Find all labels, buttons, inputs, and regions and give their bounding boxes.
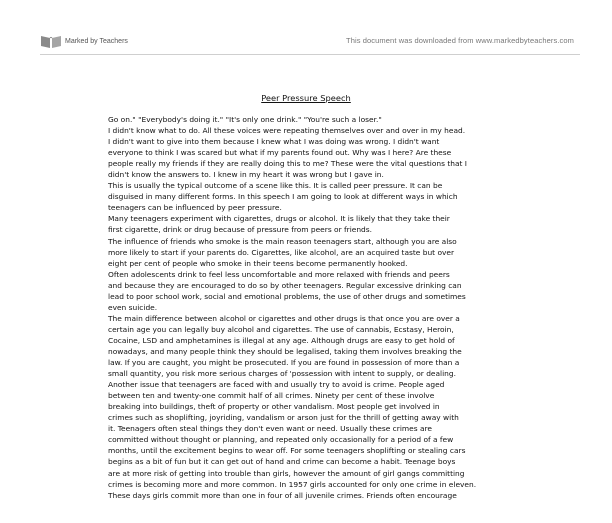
document-body [108,114,518,501]
text-line: Often adolescents drink to feel less uncomfortable and more relaxed with friends and peers [108,269,450,279]
text-line: small quantity, you risk more serious charges of 'possession with intent to supply, or dealing. [108,369,456,379]
text-line: didn't know the answers to. I knew in my heart it was wrong but I gave in. [108,170,384,180]
text-line: between ten and twenty-one commit half of all crimes. Ninety per cent of these involve [108,391,435,401]
text-line: I didn't want to give into them because I knew what I was doing was wrong. I didn't want [108,137,440,147]
text-line: Another issue that teenagers are faced with and usually try to avoid is crime. People aged [108,380,445,390]
text-line: committed without thought or planning, and repeated only occasionally for a period of a few [108,435,454,445]
text-line: law. If you are caught, you might be prosecuted. If you are found in possession of more than a [108,358,460,368]
text-line: These days girls commit more than one in four of all juvenile crimes. Friends often encourage [108,490,457,500]
text-line: eight per cent of people who smoke in their teens become permanently hooked. [108,258,408,268]
text-line: months, until the excitement begins to wear off. For some teenagers shoplifting or stealing cars [108,446,466,456]
logo-text: Marked by Teachers [65,37,128,45]
open-book-icon [40,33,62,49]
text-line: This is usually the typical outcome of a scene like this. It is called peer pressure. It can be [108,181,443,191]
text-line: crimes such as shoplifting, joyriding, vandalism or arson just for the thrill of getting away with [108,413,459,423]
text-line: lead to poor school work, social and emotional problems, the use of other drugs and sometimes [108,291,466,301]
text-line: are at more risk of getting into trouble than girls, however the amount of girl gangs committing [108,468,465,478]
text-line: Go on." "Everybody's doing it." "It's only one drink." "You're such a loser." [108,115,382,124]
text-line: disguised in many different forms. In this speech I am going to look at different ways in which [108,192,458,202]
text-line: people really my friends if they are really doing this to me? These were the vital questions that I [108,159,467,169]
text-line: first cigarette, drink or drug because of pressure from peers or friends. [108,225,373,235]
text-line: even suicide. [108,302,158,312]
text-line: certain age you can legally buy alcohol and cigarettes. The use of cannabis, Ecstasy, Heroin, [108,324,454,334]
text-line: and because they are encouraged to do so by other teenagers. Regular excessive drinking can [108,280,462,290]
page-header [0,0,612,60]
text-line: begins as a bit of fun but it can get out of hand and crime can become a habit. Teenage boys [108,457,456,467]
text-line: it. Teenagers often steal things they don't even want or need. Usually these crimes are [108,424,432,434]
text-line: everyone to think I was scared but what if my parents found out. Why was I here? Are these [108,148,452,158]
text-line: crimes is becoming more and more common. In 1957 girls accounted for only one crime in eleven. [108,479,477,489]
logo[interactable] [40,33,128,49]
text-line: teenagers can be influenced by peer pressure. [108,203,282,213]
text-line: I didn't know what to do. All these voices were repeating themselves over and over in my head. [108,126,466,136]
text-line: The influence of friends who smoke is the main reason teenagers start, although you are also [108,236,457,246]
download-notice: This document was downloaded from www.markedbyteachers.com [346,36,574,45]
text-line: more likely to start if your parents do. Cigarettes, like alcohol, are an acquired taste but over [108,247,455,257]
text-line: Cocaine, LSD and amphetamines is illegal at any age. Although drugs are easy to get hold of [108,335,455,345]
text-line: Many teenagers experiment with cigarettes, drugs or alcohol. It is likely that they take their [108,214,450,224]
document-title: Peer Pressure Speech [261,93,351,103]
text-line: The main difference between alcohol or cigarettes and other drugs is that once you are over a [108,313,460,323]
header-divider [40,54,580,55]
text-line: nowadays, and many people think they should be legalised, taking them involves breaking the [108,346,462,356]
text-line: breaking into buildings, theft of property or other vandalism. Most people get involved in [108,402,440,412]
